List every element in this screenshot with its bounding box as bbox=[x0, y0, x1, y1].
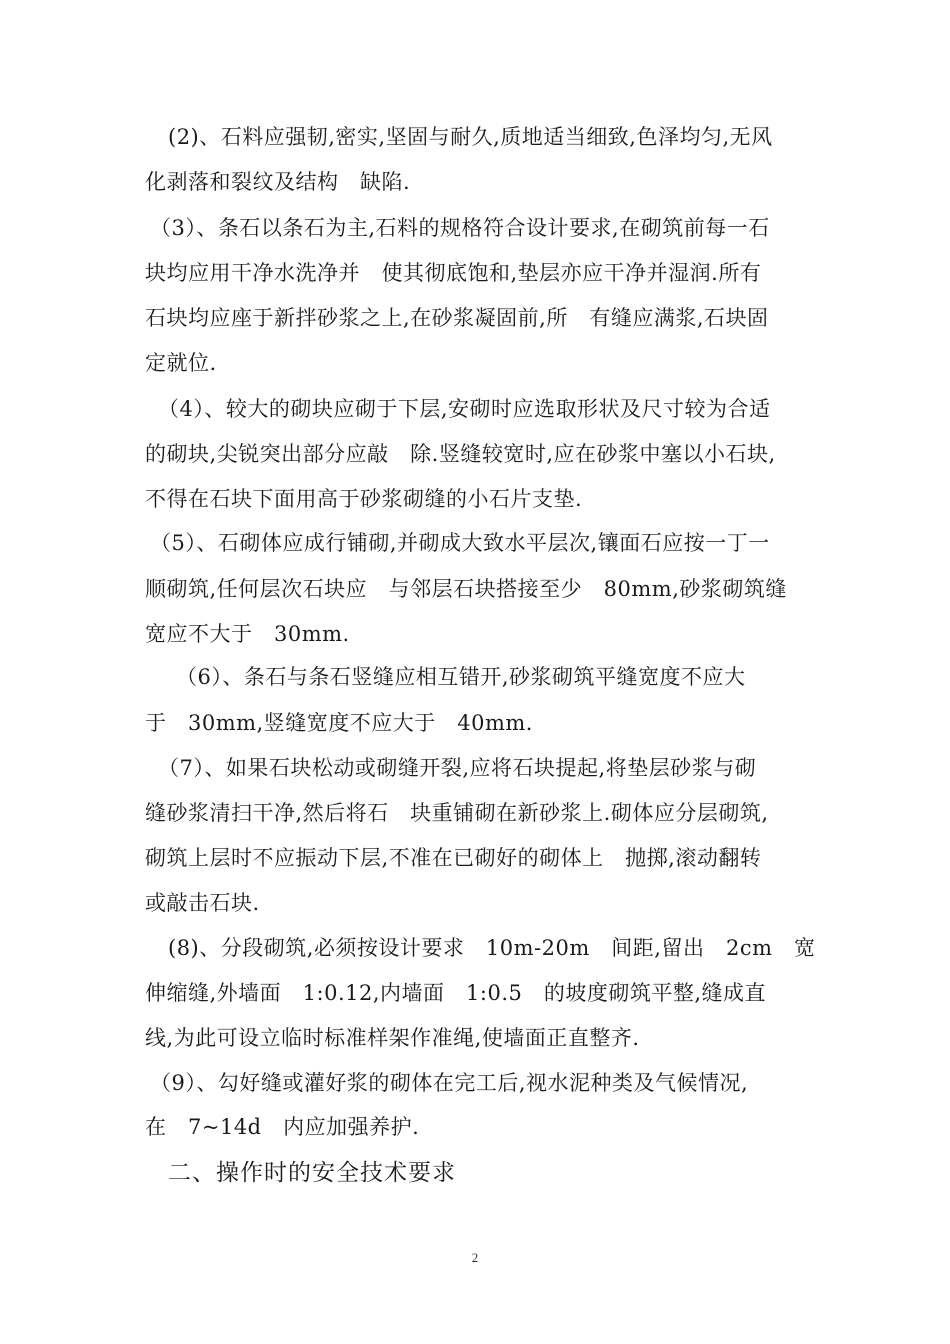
text-line-6: 定就位. bbox=[145, 351, 217, 375]
text-line-12: 宽应不大于 30mm. bbox=[145, 622, 350, 646]
text-line-5: 石块均应座于新拌砂浆之上,在砂浆凝固前,所 有缝应满浆,石块固 bbox=[145, 306, 769, 330]
text-line-23: 在 7~14d 内应加强养护. bbox=[145, 1115, 420, 1139]
text-line-8: 的砌块,尖锐突出部分应敲 除.竖缝较宽时,应在砂浆中塞以小石块, bbox=[145, 442, 776, 466]
text-line-13: （6）、条石与条石竖缝应相互错开,砂浆砌筑平缝宽度不应大 bbox=[176, 665, 746, 689]
text-line-3: （3）、条石以条石为主,石料的规格符合设计要求,在砌筑前每一石 bbox=[150, 216, 770, 240]
text-line-19: (8)、分段砌筑,必须按设计要求 10m-20m 间距,留出 2cm 宽 bbox=[168, 936, 816, 960]
text-line-18: 或敲击石块. bbox=[145, 891, 260, 915]
text-line-14: 于 30mm,竖缝宽度不应大于 40mm. bbox=[145, 711, 533, 735]
page-number: 2 bbox=[471, 1250, 479, 1265]
text-line-4: 块均应用干净水洗净并 使其彻底饱和,垫层亦应干净并湿润.所有 bbox=[145, 261, 762, 285]
text-line-7: （4）、较大的砌块应砌于下层,安砌时应选取形状及尺寸较为合适 bbox=[158, 397, 771, 421]
text-line-17: 砌筑上层时不应振动下层,不准在已砌好的砌体上 抛掷,滚动翻转 bbox=[145, 846, 762, 870]
text-line-2: 化剥落和裂纹及结构 缺陷. bbox=[145, 170, 411, 194]
text-line-10: （5）、石砌体应成行铺砌,并砌成大致水平层次,镶面石应按一丁一 bbox=[150, 531, 770, 555]
text-line-1: (2)、石料应强韧,密实,坚固与耐久,质地适当细致,色泽均匀,无风 bbox=[168, 125, 773, 149]
text-line-20: 伸缩缝,外墙面 1:0.12,内墙面 1:0.5 的坡度砌筑平整,缝成直 bbox=[145, 981, 767, 1005]
text-line-9: 不得在石块下面用高于砂浆砌缝的小石片支垫. bbox=[145, 487, 583, 511]
text-line-11: 顺砌筑,任何层次石块应 与邻层石块搭接至少 80mm,砂浆砌筑缝 bbox=[145, 577, 787, 601]
text-line-16: 缝砂浆清扫干净,然后将石 块重铺砌在新砂浆上.砌体应分层砌筑, bbox=[145, 801, 769, 825]
text-line-15: （7）、如果石块松动或砌缝开裂,应将石块提起,将垫层砂浆与砌 bbox=[158, 756, 757, 780]
text-line-22: （9）、勾好缝或灌好浆的砌体在完工后,视水泥种类及气候情况, bbox=[150, 1071, 749, 1095]
section-heading: 二、操作时的安全技术要求 bbox=[168, 1160, 456, 1186]
text-line-21: 线,为此可设立临时标准样架作准绳,使墙面正直整齐. bbox=[145, 1026, 640, 1050]
